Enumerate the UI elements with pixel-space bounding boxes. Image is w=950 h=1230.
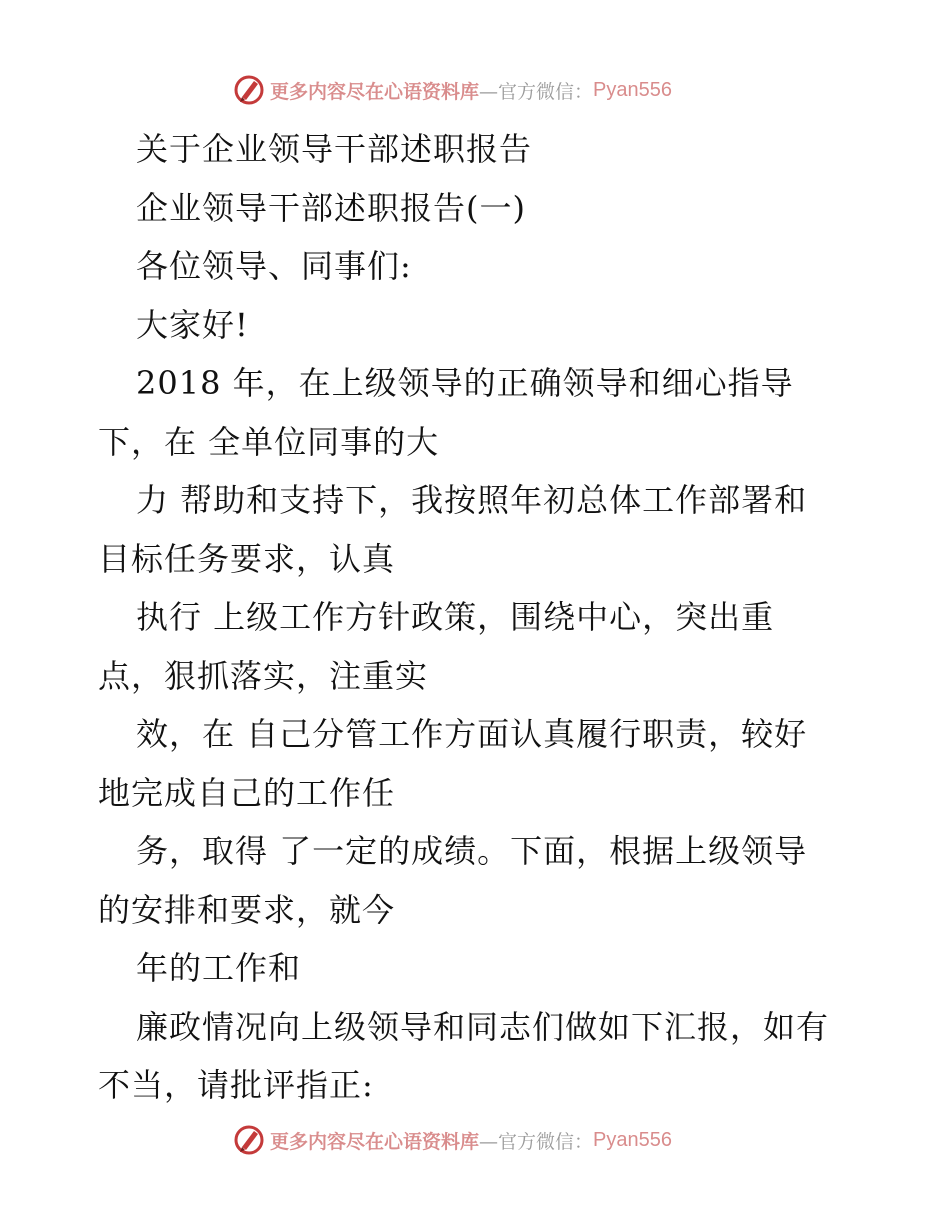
watermark-sub-text: —官方微信：	[479, 80, 594, 103]
text-line: 各位领导、同事们:	[136, 247, 412, 285]
text-line: 点，狠抓落实，注重实	[98, 656, 429, 695]
text-line: 的安排和要求，就今	[98, 890, 396, 929]
watermark-wechat-id: Pyan556	[593, 1128, 672, 1151]
document-title: 关于企业领导干部述职报告	[136, 130, 533, 168]
header-watermark	[232, 72, 672, 108]
text-line: 大家好!	[136, 305, 249, 344]
text-line: 目标任务要求，认真	[98, 539, 396, 578]
watermark-sub-text: —官方微信：	[479, 1130, 594, 1153]
watermark-main-text: 更多内容尽在心语资料库	[270, 1130, 480, 1153]
document-body	[98, 120, 858, 1115]
text-line: 下，在 全单位同事的大	[98, 422, 440, 461]
text-line: 地完成自己的工作任	[98, 773, 396, 812]
pen-logo-icon	[232, 73, 266, 107]
text-line: 效，在 自己分管工作方面认真履行职责，较好	[136, 715, 808, 753]
watermark-wechat-id: Pyan556	[593, 78, 672, 101]
text-line: 2018 年，在上级领导的正确领导和细心指导	[136, 364, 794, 402]
text-line: 年的工作和	[136, 949, 302, 987]
text-line: 廉政情况向上级领导和同志们做如下汇报，如有	[136, 1007, 830, 1046]
text-line: 企业领导干部述职报告(一)	[136, 188, 526, 227]
watermark-main-text: 更多内容尽在心语资料库	[270, 80, 480, 103]
text-line: 不当，请批评指正:	[98, 1066, 374, 1104]
text-line: 执行 上级工作方针政策，围绕中心，突出重	[136, 598, 775, 636]
text-line: 力 帮助和支持下，我按照年初总体工作部署和	[136, 481, 808, 519]
footer-watermark	[232, 1122, 672, 1158]
text-line: 务，取得 了一定的成绩。下面，根据上级领导	[136, 832, 808, 870]
pen-logo-icon	[232, 1123, 266, 1157]
